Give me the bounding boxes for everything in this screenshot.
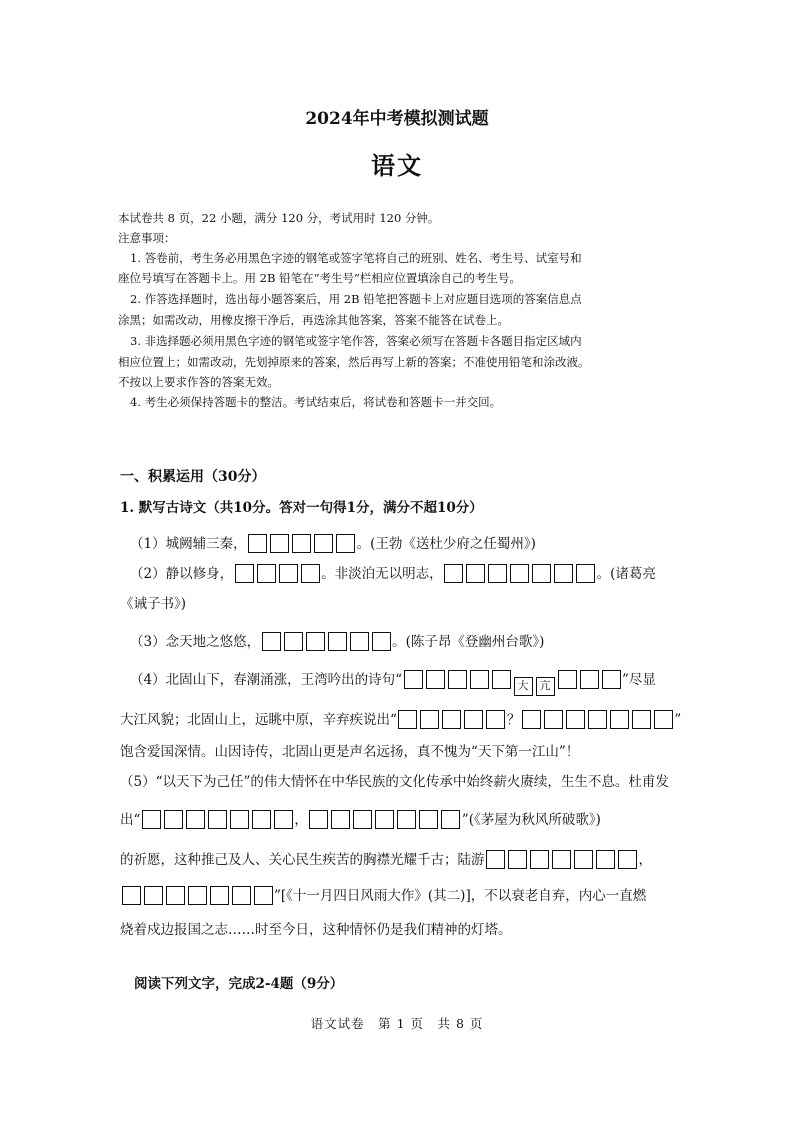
- answer-box[interactable]: [420, 710, 439, 729]
- poem-line-9: [120, 848, 652, 869]
- page-footer: 语文试卷 第 1 页 共 8 页: [310, 1016, 484, 1031]
- answer-box[interactable]: [558, 670, 577, 689]
- answer-box[interactable]: [404, 670, 423, 689]
- answer-box[interactable]: [235, 564, 254, 583]
- answer-box[interactable]: [144, 886, 163, 905]
- answer-box[interactable]: [301, 564, 320, 583]
- answer-box[interactable]: [580, 670, 599, 689]
- line-2-source-cont: 《诫子书》): [120, 596, 187, 612]
- answer-box[interactable]: [466, 564, 485, 583]
- answer-box[interactable]: [230, 810, 249, 829]
- poem-line-8: [120, 808, 601, 829]
- answer-box[interactable]: [257, 564, 276, 583]
- answer-box[interactable]: [270, 534, 289, 553]
- answer-box[interactable]: [419, 810, 438, 829]
- answer-box[interactable]: [508, 850, 527, 869]
- answer-box[interactable]: [208, 810, 227, 829]
- section-heading: 一、积累运用（30分）: [120, 469, 266, 485]
- poem-line-6: 饱含爱国深情。山因诗传，北固山更是声名远扬，真不愧为“天下第一江山”！: [120, 744, 580, 760]
- question-1-title: 1. 默写古诗文（共10分。答对一句得1分，满分不超10分）: [120, 500, 483, 516]
- answer-box[interactable]: [618, 850, 637, 869]
- answer-box[interactable]: [142, 810, 161, 829]
- answer-box[interactable]: [292, 534, 311, 553]
- poem-line-2: [130, 562, 656, 583]
- answer-box[interactable]: [596, 850, 615, 869]
- answer-box[interactable]: [353, 810, 372, 829]
- answer-box[interactable]: [398, 710, 417, 729]
- line-2-source: 。(诸葛亮: [596, 566, 656, 582]
- exam-title: 2024年中考模拟测试题: [305, 109, 489, 129]
- answer-box[interactable]: [375, 810, 394, 829]
- line-8-source: ”(《茅屋为秋风所破歌》): [461, 812, 601, 828]
- poem-line-3: [130, 630, 544, 651]
- answer-box[interactable]: [470, 670, 489, 689]
- poem-line-5: [120, 708, 681, 729]
- answer-box[interactable]: [336, 534, 355, 553]
- answer-box[interactable]: [188, 886, 207, 905]
- note-3b: 相应位置上；如需改动，先划掉原来的答案，然后再写上新的答案；不准使用铅笔和涂改液。: [118, 355, 590, 369]
- line-9-comma: ，: [638, 852, 652, 868]
- line-3-prefix: （3）念天地之悠悠，: [130, 634, 261, 650]
- poem-line-10: [120, 884, 646, 905]
- answer-box[interactable]: [544, 710, 563, 729]
- reading-instruction: 阅读下列文字，完成2-4题（9分）: [134, 976, 344, 992]
- line-5-prefix: 大江风貌；北固山上，远眺中原，辛弃疾说出“: [120, 712, 397, 728]
- answer-box[interactable]: [610, 710, 629, 729]
- answer-box[interactable]: [122, 886, 141, 905]
- line-8-prefix: 出“: [120, 812, 141, 828]
- poem-line-7: （5）“以天下为己任”的伟大情怀在中华民族的文化传承中始终薪火赓续，生生不息。杜甫发: [120, 774, 669, 790]
- answer-box[interactable]: [488, 564, 507, 583]
- answer-box[interactable]: [314, 534, 333, 553]
- answer-box[interactable]: [464, 710, 483, 729]
- answer-box[interactable]: [372, 632, 391, 651]
- answer-box-handwritten[interactable]: 大: [514, 677, 533, 696]
- answer-box[interactable]: [530, 850, 549, 869]
- note-4: 4. 考生必须保持答题卡的整洁。考试结束后，将试卷和答题卡一并交回。: [130, 395, 502, 409]
- line-3-source: 。(陈子昂《登幽州台歌》): [392, 634, 545, 650]
- answer-box[interactable]: [186, 810, 205, 829]
- answer-box[interactable]: [510, 564, 529, 583]
- line-8-comma: ，: [294, 812, 308, 828]
- answer-box[interactable]: [442, 710, 461, 729]
- answer-box[interactable]: [210, 886, 229, 905]
- answer-box[interactable]: [248, 534, 267, 553]
- note-3a: 3. 非选择题必须用黑色字迹的钢笔或签字笔作答，答案必须写在答题卡各题目指定区域内: [130, 334, 582, 348]
- poem-line-4: [130, 668, 656, 696]
- line-1-prefix: （1）城阙辅三秦，: [130, 536, 247, 552]
- answer-box[interactable]: [254, 886, 273, 905]
- answer-box[interactable]: [309, 810, 328, 829]
- line-2-middle: 。非淡泊无以明志，: [321, 566, 443, 582]
- answer-box[interactable]: [532, 564, 551, 583]
- answer-box[interactable]: [252, 810, 271, 829]
- exam-summary: 本试卷共 8 页，22 小题，满分 120 分，考试用时 120 分钟。: [118, 211, 440, 225]
- answer-box[interactable]: [397, 810, 416, 829]
- answer-box[interactable]: [262, 632, 281, 651]
- answer-box[interactable]: [576, 564, 595, 583]
- answer-box[interactable]: [588, 710, 607, 729]
- answer-box[interactable]: [522, 710, 541, 729]
- answer-box[interactable]: [486, 850, 505, 869]
- answer-box[interactable]: [552, 850, 571, 869]
- line-5-question-mark: ？: [506, 712, 521, 728]
- line-4-suffix: ”尽显: [622, 672, 656, 688]
- line-1-source: 。(王勃《送杜少府之任蜀州》): [356, 536, 536, 552]
- answer-box[interactable]: [284, 632, 303, 651]
- answer-box[interactable]: [279, 564, 298, 583]
- answer-box[interactable]: [164, 810, 183, 829]
- line-4-prefix: （4）北固山下，春潮涌涨，王湾吟出的诗句“: [130, 672, 402, 688]
- answer-box[interactable]: [566, 710, 585, 729]
- answer-box[interactable]: [632, 710, 651, 729]
- line-5-suffix: ”: [674, 712, 682, 728]
- notes-label: 注意事项：: [118, 231, 176, 245]
- answer-box[interactable]: [492, 670, 511, 689]
- answer-box[interactable]: [444, 564, 463, 583]
- answer-box[interactable]: [350, 632, 369, 651]
- answer-box[interactable]: [328, 632, 347, 651]
- answer-box[interactable]: [486, 710, 505, 729]
- note-2a: 2. 作答选择题时，选出每小题答案后，用 2B 铅笔把答题卡上对应题目选项的答案信息点: [130, 292, 582, 306]
- line-10-source: ”[《十一月四日风雨大作》(其二)]，不以衰老自弃，内心一直燃: [274, 888, 647, 904]
- line-2-prefix: （2）静以修身，: [130, 566, 234, 582]
- note-3c: 不按以上要求作答的答案无效。: [118, 375, 279, 389]
- answer-box[interactable]: [448, 670, 467, 689]
- answer-box[interactable]: [274, 810, 293, 829]
- answer-box[interactable]: [232, 886, 251, 905]
- note-1a: 1. 答卷前，考生务必用黑色字迹的钢笔或签字笔将自己的班别、姓名、考生号、试室号和: [130, 251, 582, 265]
- answer-box[interactable]: [306, 632, 325, 651]
- answer-box[interactable]: [554, 564, 573, 583]
- answer-box[interactable]: [574, 850, 593, 869]
- answer-box[interactable]: [654, 710, 673, 729]
- answer-box[interactable]: [602, 670, 621, 689]
- poem-line-1: [130, 532, 536, 553]
- answer-box[interactable]: [166, 886, 185, 905]
- answer-box[interactable]: [331, 810, 350, 829]
- poem-line-11: 烧着戍边报国之志……时至今日，这种情怀仍是我们精神的灯塔。: [120, 922, 512, 938]
- note-2b: 涂黑；如需改动，用橡皮擦干净后，再选涂其他答案，答案不能答在试卷上。: [118, 313, 509, 327]
- answer-box[interactable]: [426, 670, 445, 689]
- subject-title: 语文: [371, 151, 423, 180]
- note-1b: 座位号填写在答题卡上。用 2B 铅笔在“考生号”栏相应位置填涂自己的考生号。: [118, 271, 521, 285]
- answer-box[interactable]: [441, 810, 460, 829]
- line-9-prefix: 的祈愿，这种推己及人、关心民生疾苦的胸襟光耀千古；陆游: [120, 852, 485, 868]
- answer-box-handwritten[interactable]: 亢: [536, 677, 555, 696]
